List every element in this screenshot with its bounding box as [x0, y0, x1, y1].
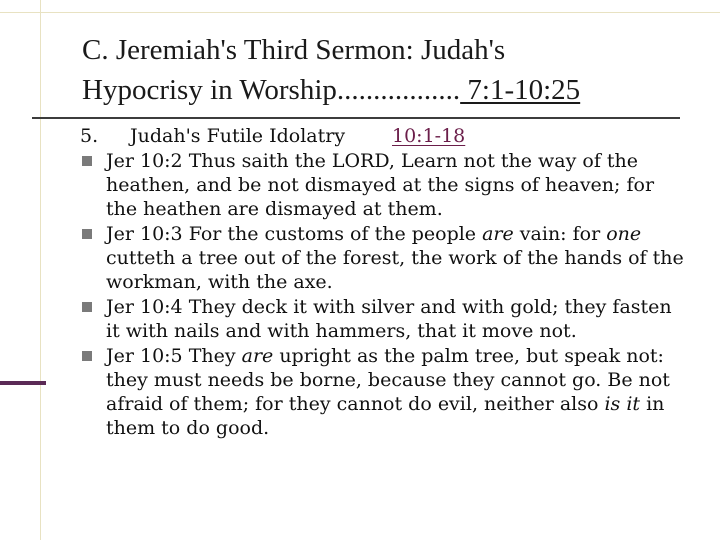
bullet-item: [80, 222, 690, 294]
bullet-item: [80, 344, 690, 440]
text-run: vain: for: [513, 223, 607, 245]
text-run: Jer 10:4 They deck it with silver and with gold; they fasten it with nails and with hammers, that it move not.: [106, 296, 672, 342]
title-reference: 7:1-10:25: [460, 74, 581, 106]
bullet-text: [106, 295, 690, 343]
bullet-item: [80, 149, 690, 221]
text-run: cutteth a tree out of the forest, the work of the hands of the workman, with the axe.: [106, 247, 684, 293]
title-line-2: [82, 70, 702, 110]
square-bullet-icon: [82, 302, 92, 312]
square-bullet-icon: [82, 351, 92, 361]
frame-left-line: [40, 0, 41, 540]
bullet-text: [106, 344, 690, 440]
frame-top-line: [0, 12, 720, 13]
text-run: Jer 10:3 For the customs of the people: [106, 223, 483, 245]
bullet-item: [80, 295, 690, 343]
italic-text: one: [606, 223, 642, 245]
bullet-text: [106, 149, 690, 221]
text-run: upright as the palm tree, but speak not: they must needs be borne, because they cannot go. Be not afraid of them; for they cannot do evil, neither also: [106, 345, 670, 415]
bullet-text: [106, 222, 690, 294]
section-heading: [80, 124, 690, 148]
text-run: Jer 10:2 Thus saith the LORD, Learn not the way of the heathen, and be not dismayed at the signs of heaven; for the heathen are dismayed at them.: [106, 150, 655, 220]
italic-text: are: [482, 223, 514, 245]
text-run: Jer 10:5 They: [106, 345, 242, 367]
section-number: 5.: [80, 125, 99, 147]
title-line-2-text: Hypocrisy in Worship: [82, 74, 337, 106]
title-rule: [32, 117, 680, 119]
text-run: in them to do good.: [106, 393, 665, 439]
square-bullet-icon: [82, 229, 92, 239]
title-dots: .................: [336, 74, 461, 106]
title-line-1: C. Jeremiah's Third Sermon: Judah's: [82, 34, 506, 66]
section-title: Judah's Futile Idolatry: [130, 125, 346, 147]
italic-text: are: [241, 345, 274, 367]
bullet-list: [80, 149, 690, 440]
italic-text: is it: [604, 393, 641, 415]
slide-content: [80, 124, 690, 440]
square-bullet-icon: [82, 156, 92, 166]
left-accent-bar: [0, 381, 46, 385]
section-reference-link[interactable]: 10:1-18: [392, 125, 466, 147]
slide-title: [82, 30, 702, 110]
